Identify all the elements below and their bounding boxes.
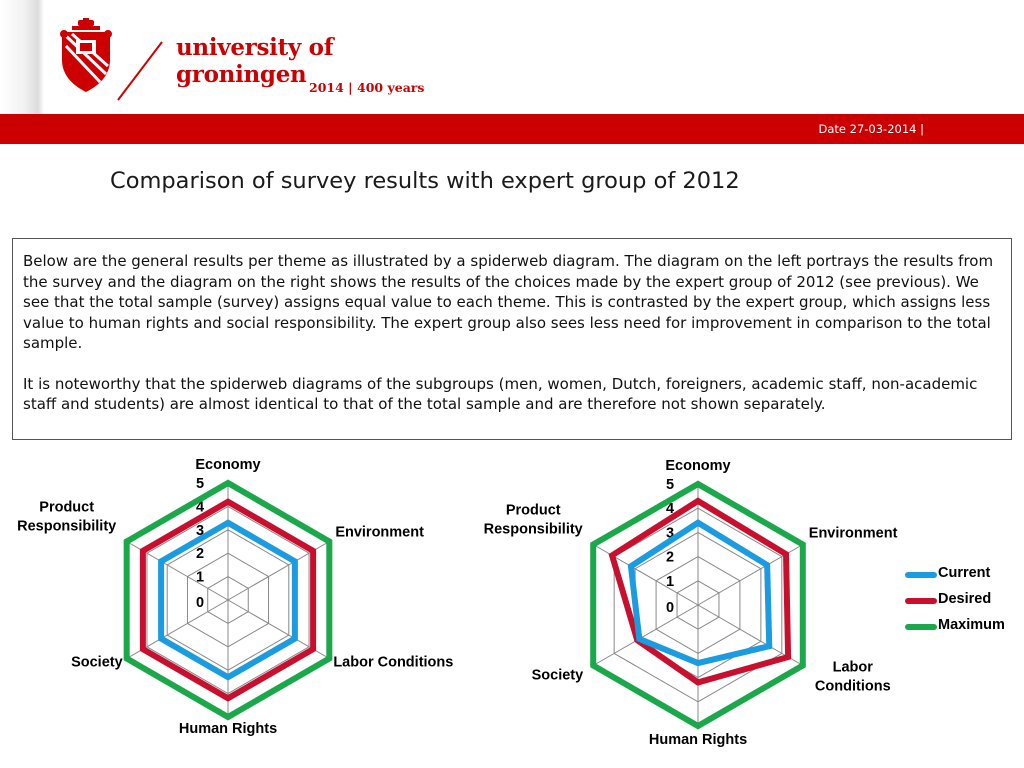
r-tick-label-1: 1 xyxy=(665,573,675,590)
r-tick-label-4: 4 xyxy=(665,501,675,518)
legend-swatch-desired xyxy=(905,598,937,604)
r-tick-label-3: 3 xyxy=(195,522,205,539)
r-tick-label-0: 0 xyxy=(665,600,675,616)
axis-label-environment: Environment xyxy=(808,525,898,542)
university-crest-logo xyxy=(56,16,116,96)
axis-label-economy: Economy xyxy=(665,458,731,474)
description-box xyxy=(12,238,1012,440)
series-current xyxy=(631,523,769,663)
header-red-bar xyxy=(0,114,1024,144)
legend-swatch-current xyxy=(905,572,937,578)
logo-divider-slash xyxy=(112,40,168,102)
axis-label-human-rights: Human Rights xyxy=(178,721,278,737)
legend-label-current: Current xyxy=(938,565,991,581)
r-tick-label-2: 2 xyxy=(665,549,675,566)
page-edge-shading xyxy=(0,0,44,114)
anniversary-tagline: 2014 | 400 years xyxy=(309,80,425,95)
axis-label-product-responsibility: Product Responsibility xyxy=(17,499,117,535)
legend-swatch-maximum xyxy=(905,624,937,630)
description-paragraph-1: Below are the general results per theme as illustrated by a spiderweb diagram. The diagram on the left portrays the results from the survey and the diagram on the right shows the results of the choices made by the expert group of 2012 (see previous). We see that the total sample (survey) assigns equal value to each theme. This is contrasted by the expert group, which assigns less value to human rights and social responsibility. The expert group also sees less need for improvement in comparison to the total sample. xyxy=(23,252,994,352)
r-tick-label-0: 0 xyxy=(195,595,205,611)
university-name-line2: groningen xyxy=(176,61,307,88)
legend-label-desired: Desired xyxy=(938,591,992,607)
slide-title: Comparison of survey results with expert group of 2012 xyxy=(110,168,740,194)
axis-label-economy: Economy xyxy=(195,457,261,473)
r-tick-label-5: 5 xyxy=(195,476,205,492)
description-paragraph-2: It is noteworthy that the spiderweb diagrams of the subgroups (men, women, Dutch, foreigners, academic staff, non-academic staff and students) are almost identical to that of the total sample and are therefore not shown separately. xyxy=(23,374,978,413)
axis-label-society: Society xyxy=(531,667,584,684)
date-label: Date 27-03-2014 | xyxy=(818,122,924,136)
survey-radar-chart xyxy=(0,450,500,768)
expert-radar-chart xyxy=(455,450,1024,768)
axis-label-human-rights: Human Rights xyxy=(648,732,748,748)
axis-label-labor-conditions: Labor Conditions xyxy=(333,654,454,671)
r-tick-label-2: 2 xyxy=(195,546,205,563)
r-tick-label-4: 4 xyxy=(195,499,205,516)
axis-label-product-responsibility: Product Responsibility xyxy=(483,502,583,538)
series-desired xyxy=(612,501,788,683)
university-name-line1: university of xyxy=(176,34,334,61)
r-tick-label-5: 5 xyxy=(665,477,675,493)
legend-label-maximum: Maximum xyxy=(938,617,1005,633)
axis-label-society: Society xyxy=(71,654,123,671)
r-tick-label-3: 3 xyxy=(665,525,675,542)
r-tick-label-1: 1 xyxy=(195,569,205,586)
axis-label-environment: Environment xyxy=(335,524,424,541)
axis-label-labor-conditions: Labor Conditions xyxy=(814,659,891,695)
